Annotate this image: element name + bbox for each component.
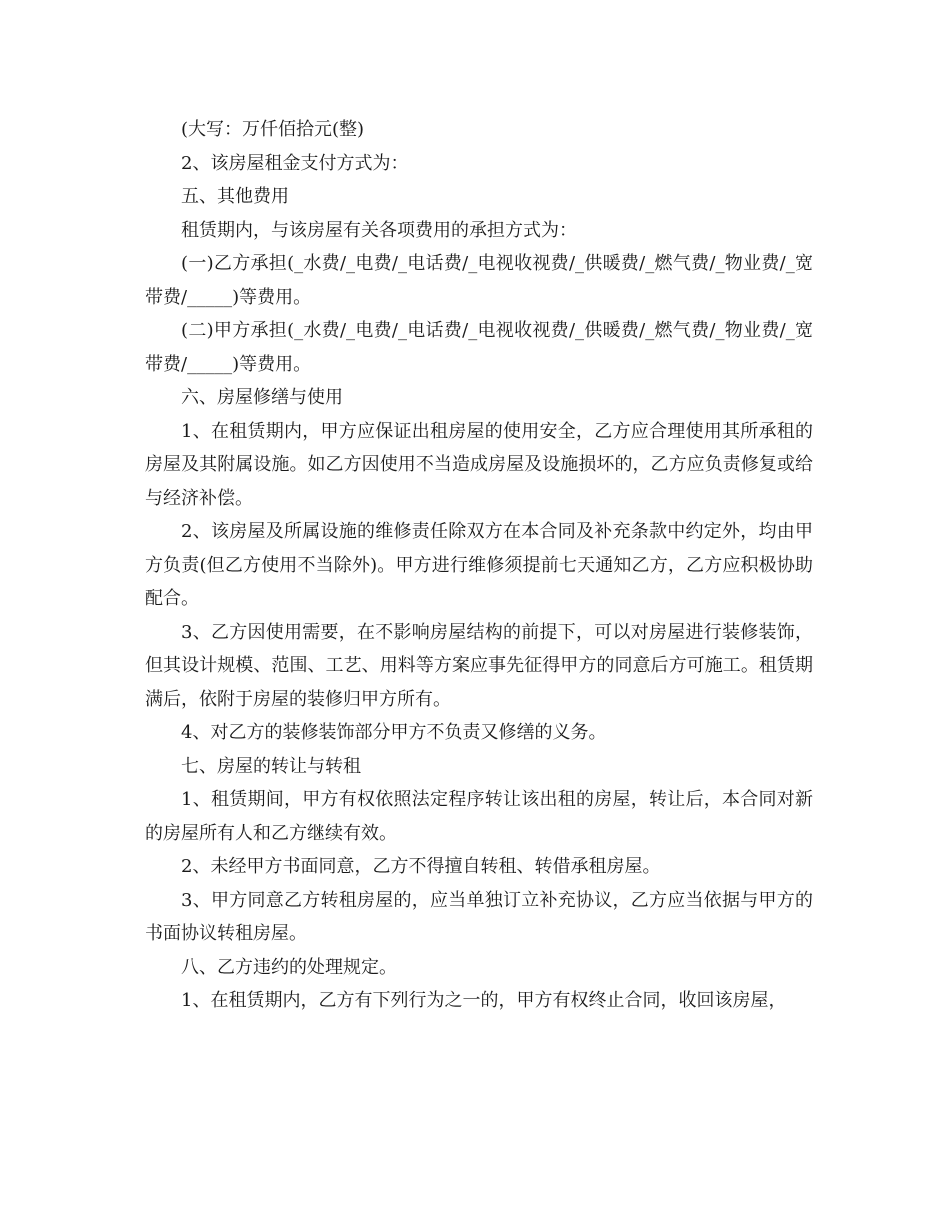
heading-transfer-sublease: 七、房屋的转让与转租: [181, 755, 361, 777]
paragraph-fee-bearing: 租赁期内，与该房屋有关各项费用的承担方式为：: [181, 219, 577, 241]
paragraph-party-a-fees: (二)甲方承担(_水费/_电费/_电话费/_电视收视费/_供暖费/_燃气费/_物业费/_宽带费/_____)等费用。: [145, 320, 813, 375]
paragraph-repair-4: 4、对乙方的装修装饰部分甲方不负责又修缮的义务。: [181, 722, 607, 743]
document-body: [145, 113, 813, 1018]
paragraph-repair-2: 2、该房屋及所属设施的维修责任除双方在本合同及补充条款中约定外，均由甲方负责(但乙方使用不当除外)。甲方进行维修须提前七天通知乙方，乙方应积极协助配合。: [145, 521, 813, 609]
paragraph-party-b-fees: (一)乙方承担(_水费/_电费/_电话费/_电视收视费/_供暖费/_燃气费/_物业费/_宽带费/_____)等费用。: [145, 253, 813, 308]
paragraph-repair-1: 1、在租赁期内，甲方应保证出租房屋的使用安全，乙方应合理使用其所承租的房屋及其附属设施。如乙方因使用不当造成房屋及设施损坏的，乙方应负责修复或给与经济补偿。: [145, 420, 813, 509]
paragraph-repair-3: 3、乙方因使用需要，在不影响房屋结构的前提下，可以对房屋进行装修装饰，但其设计规模、范围、工艺、用料等方案应事先征得甲方的同意后方可施工。租赁期满后，依附于房屋的装修归甲方所有。: [145, 621, 813, 710]
heading-other-fees: 五、其他费用: [181, 186, 289, 207]
paragraph-amount-in-words: (大写：万仟佰拾元(整): [181, 119, 365, 140]
heading-repair-and-use: 六、房屋修缮与使用: [181, 387, 343, 408]
heading-party-b-breach: 八、乙方违约的处理规定。: [181, 956, 397, 978]
paragraph-transfer-2: 2、未经甲方书面同意，乙方不得擅自转租、转借承租房屋。: [181, 856, 661, 877]
paragraph-payment-method: 2、该房屋租金支付方式为：: [181, 152, 409, 174]
paragraph-transfer-1: 1、租赁期间，甲方有权依照法定程序转让该出租的房屋，转让后，本合同对新的房屋所有人和乙方继续有效。: [145, 789, 813, 844]
paragraph-breach-1: 1、在租赁期内，乙方有下列行为之一的，甲方有权终止合同，收回该房屋，: [181, 990, 787, 1011]
paragraph-transfer-3: 3、甲方同意乙方转租房屋的，应当单独订立补充协议，乙方应当依据与甲方的书面协议转租房屋。: [145, 889, 813, 944]
